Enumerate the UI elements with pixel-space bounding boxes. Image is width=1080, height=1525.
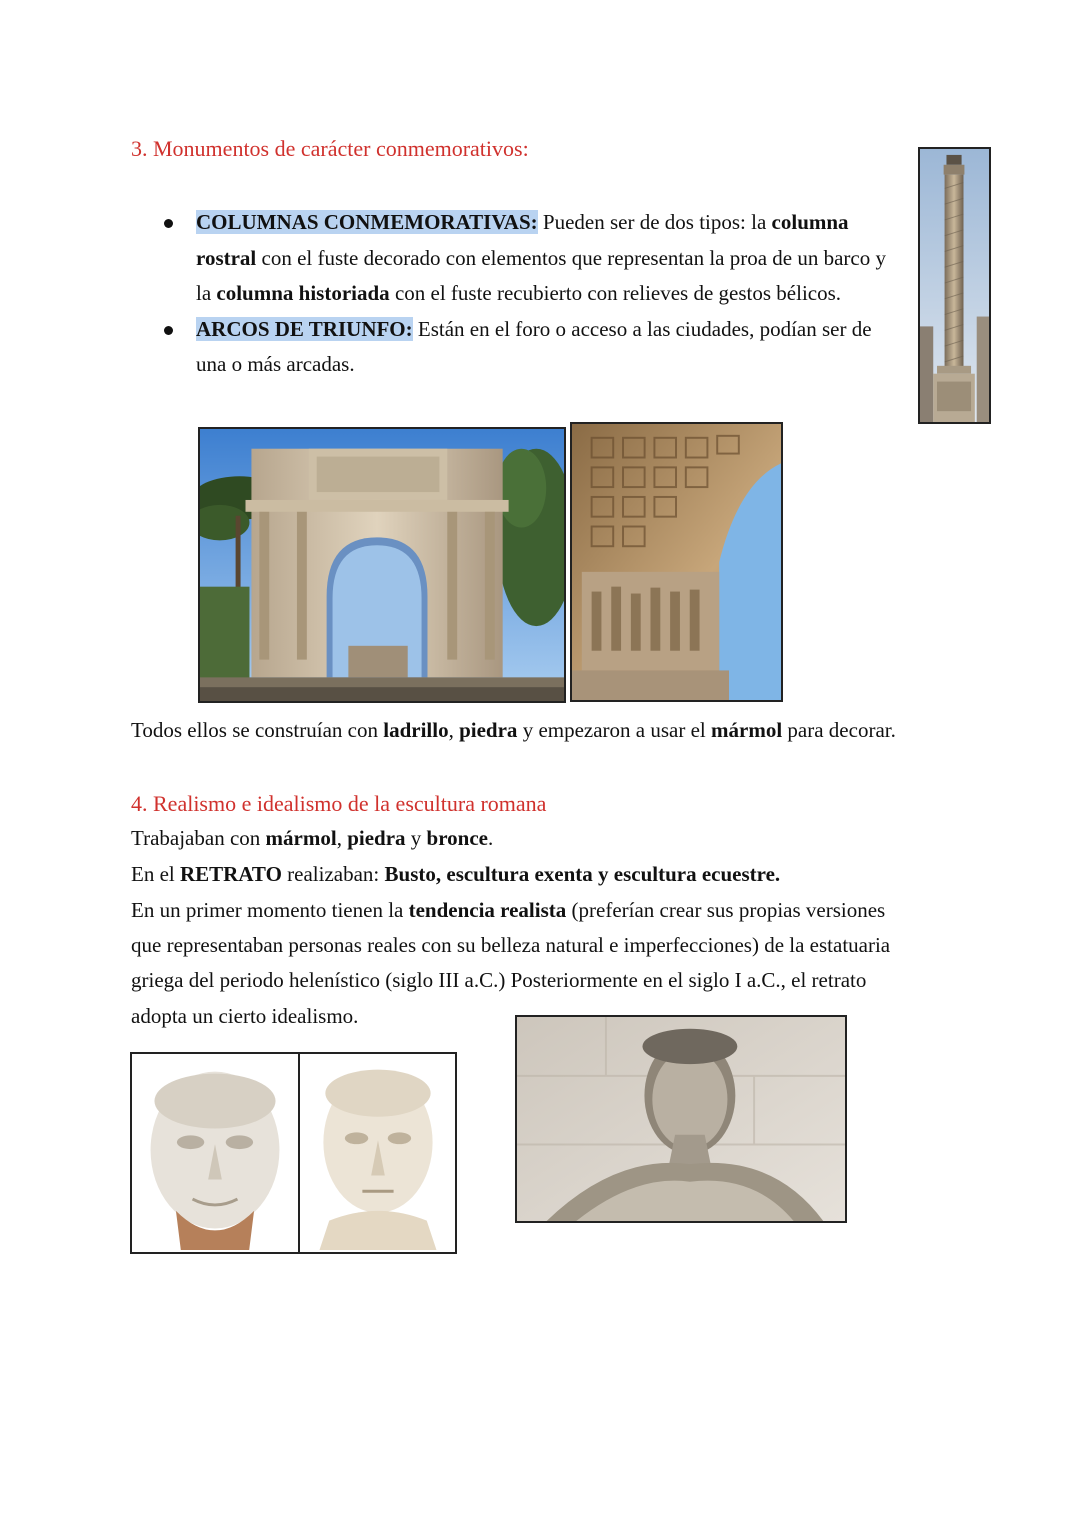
bold-tendencia-realista: tendencia realista — [408, 898, 567, 922]
sculpture-materials-line — [131, 821, 493, 856]
monument-list — [160, 205, 905, 383]
bold-bronce: bronce — [426, 826, 488, 850]
text-arcos-1: Están en el foro o acceso a las ciudades, podían ser de una o más arcadas. — [196, 316, 872, 376]
list-item-arcos — [160, 312, 905, 383]
realism-text-1a: En un primer momento tienen la — [131, 898, 409, 922]
bullet-icon — [164, 326, 173, 335]
section-4-heading: 4. Realismo e idealismo de la escultura romana — [131, 791, 547, 816]
s4-line1-text-1: Trabajaban con — [131, 826, 266, 850]
s4-line2-text-1: En el — [131, 862, 180, 886]
bust-photo-idealized — [298, 1052, 457, 1254]
realism-line-4: adopta un cierto idealismo. — [131, 1004, 359, 1028]
arch-of-titus-photo — [198, 427, 566, 703]
text-columnas-3: con el fuste recubierto con relieves de gestos bélicos. — [389, 281, 842, 305]
bold-columna-historiada: columna historiada — [216, 281, 390, 305]
trajan-column-photo — [918, 147, 991, 424]
materials-paragraph — [131, 713, 896, 748]
s4-line1-text-3: y — [405, 826, 427, 850]
realism-text-1c: (preferían crear sus propias versiones — [566, 898, 886, 922]
text-columnas-1: Pueden ser de dos tipos: la — [537, 210, 772, 234]
s4-line2-text-2: realizaban: — [281, 862, 385, 886]
bold-marmol: mármol — [711, 718, 783, 742]
materials-text-4: para decorar. — [782, 718, 896, 742]
bold-retrato: RETRATO — [179, 862, 282, 886]
materials-text-1: Todos ellos se construían con — [131, 718, 384, 742]
materials-text-2: , — [448, 718, 460, 742]
statue-photo — [515, 1015, 847, 1223]
term-arcos: ARCOS DE TRIUNFO: — [196, 316, 413, 341]
list-item-columnas — [160, 205, 905, 312]
bold-columna-rostral: columna rostral — [196, 210, 849, 270]
term-columnas: COLUMNAS CONMEMORATIVAS: — [196, 210, 538, 234]
s4-line1-text-2: , — [336, 826, 348, 850]
realism-line-3: griega del periodo helenístico (siglo III a.C.) Posteriormente en el siglo I a.C., el retrato — [131, 968, 867, 992]
bold-piedra-2: piedra — [347, 826, 406, 850]
retrato-line — [131, 857, 780, 892]
materials-text-3: y empezaron a usar el — [517, 718, 712, 742]
bullet-icon — [164, 219, 173, 228]
realism-line-2: que representaban personas reales con su belleza natural e imperfecciones) de la estatuaria — [131, 933, 891, 957]
bust-photo-realist — [130, 1052, 300, 1254]
bold-marmol-2: mármol — [265, 826, 337, 850]
bold-piedra: piedra — [459, 718, 518, 742]
bold-busto-types: Busto, escultura exenta y escultura ecuestre. — [384, 862, 781, 886]
text-columnas-2: con el fuste decorado con elementos que representan la proa de un barco y la — [196, 245, 886, 305]
bold-ladrillo: ladrillo — [383, 718, 449, 742]
section-3-heading: 3. Monumentos de carácter conmemorativos: — [131, 136, 529, 161]
realism-line-1 — [131, 893, 885, 928]
s4-line1-text-4: . — [487, 826, 494, 850]
arch-vault-relief-photo — [570, 422, 783, 702]
